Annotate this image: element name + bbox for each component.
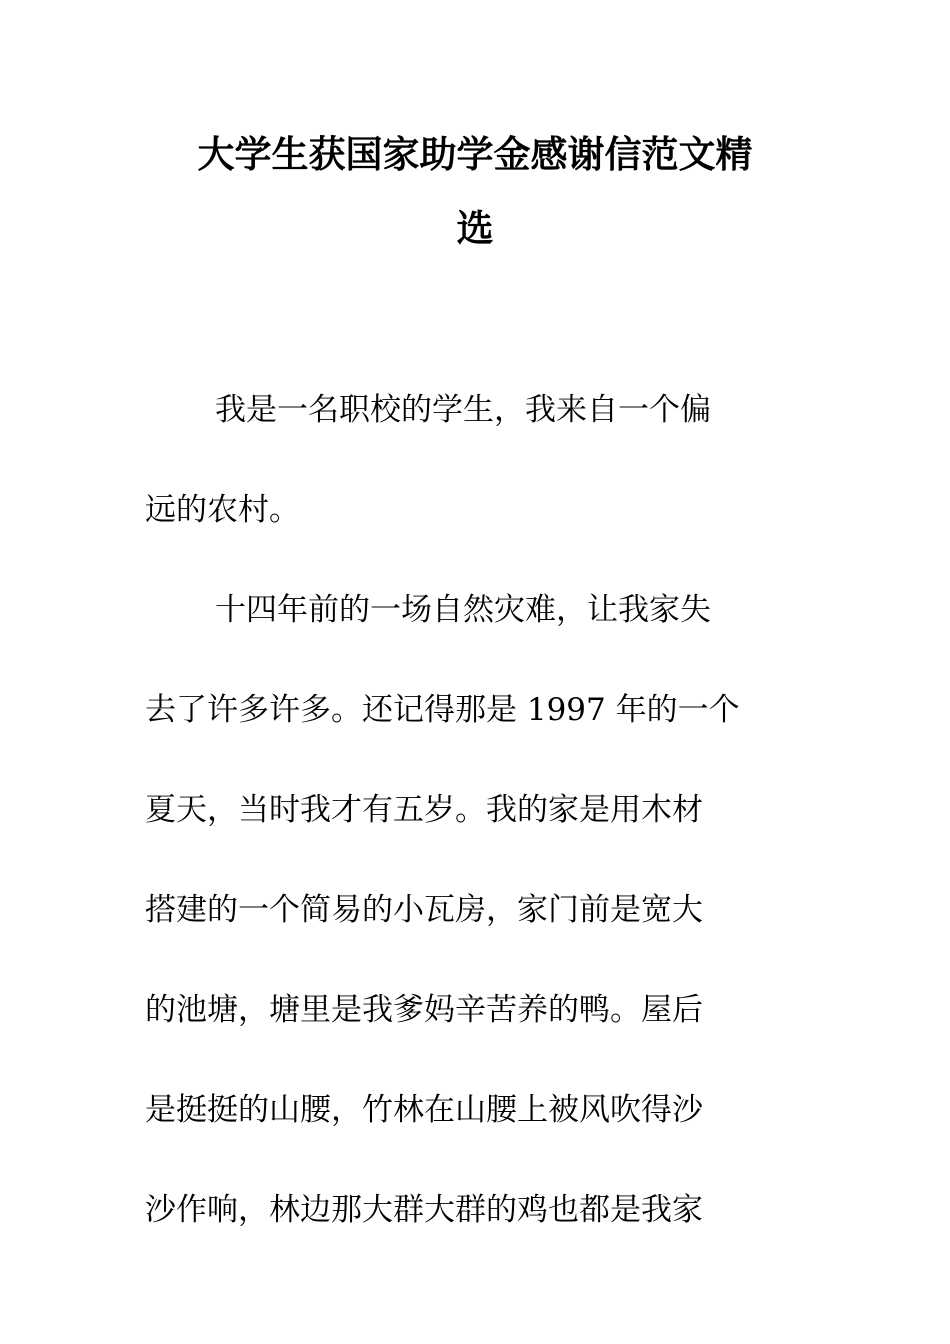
title-line-2: 选 — [456, 207, 494, 250]
paragraph-2-line-7: 沙作响，林边那大群大群的鸡也都是我家 — [145, 1192, 703, 1228]
title-line-1: 大学生获国家助学金感谢信范文精 — [197, 133, 753, 176]
paragraph-2-line-4: 搭建的一个简易的小瓦房，家门前是宽大 — [145, 892, 703, 928]
document-body — [145, 360, 805, 1260]
paragraph-2-line-5: 的池塘，塘里是我爹妈辛苦养的鸭。屋后 — [145, 992, 703, 1028]
paragraph-2-line-6: 是挺挺的山腰，竹林在山腰上被风吹得沙 — [145, 1092, 703, 1128]
paragraph-1 — [145, 360, 805, 560]
paragraph-2-line-2: 去了许多许多。还记得那是 1997 年的一个 — [145, 692, 740, 728]
document-title — [145, 118, 805, 266]
paragraph-2-line-3: 夏天，当时我才有五岁。我的家是用木材 — [145, 792, 703, 828]
paragraph-2 — [145, 560, 805, 1260]
paragraph-2-line-1: 十四年前的一场自然灾难，让我家失 — [215, 592, 711, 628]
paragraph-1-line-1: 我是一名职校的学生，我来自一个偏 — [215, 392, 711, 428]
paragraph-1-line-2: 远的农村。 — [145, 492, 300, 528]
